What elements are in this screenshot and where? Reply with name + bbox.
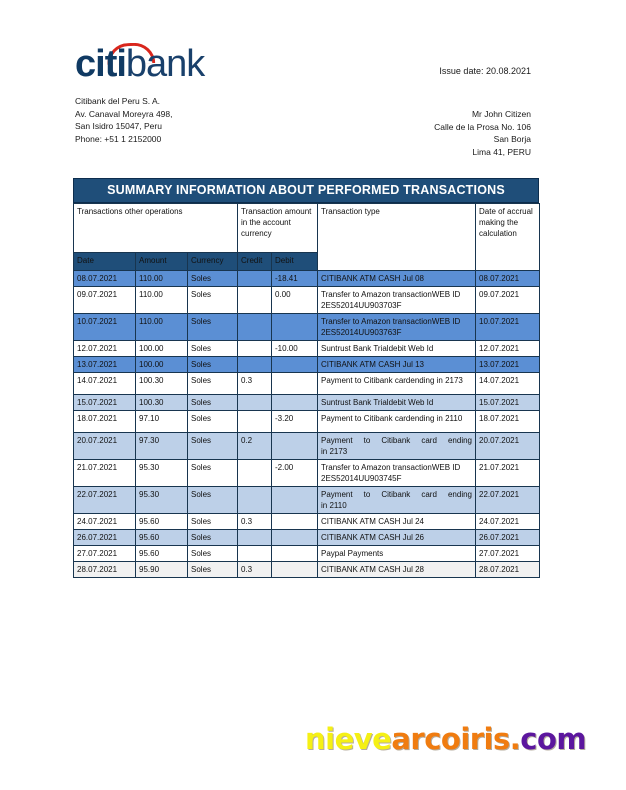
cell-transaction-type [318,373,476,395]
column-header-date: Date [74,253,136,271]
cell-credit [238,341,272,357]
cell-date: 22.07.2021 [74,487,136,514]
transaction-type-line-1: Transfer to Amazon transaction [321,317,432,326]
cell-credit [238,487,272,514]
cell-date: 10.07.2021 [74,314,136,341]
cell-credit: 0.2 [238,433,272,460]
cell-accrual: 22.07.2021 [476,487,540,514]
table-row [74,287,540,314]
table-row [74,562,540,578]
transactions-table-wrapper [73,178,539,578]
table-body [74,271,540,578]
cell-debit [272,395,318,411]
table-row [74,411,540,433]
cell-credit [238,314,272,341]
recipient-street: Calle de la Prosa No. 106 [434,121,531,132]
transaction-type-line-1: Suntrust Bank Trialdebit Web Id [321,344,434,353]
cell-amount: 97.10 [136,411,188,433]
transaction-type-line-1: Suntrust Bank Trialdebit Web Id [321,398,434,407]
cell-currency: Soles [188,487,238,514]
issue-date: Issue date: 20.08.2021 [439,66,531,76]
table-group-header-row [74,204,540,253]
table-row [74,487,540,514]
cell-credit [238,530,272,546]
cell-amount: 95.90 [136,562,188,578]
cell-accrual: 27.07.2021 [476,546,540,562]
cell-currency: Soles [188,357,238,373]
cell-amount: 100.30 [136,373,188,395]
cell-date: 21.07.2021 [74,460,136,487]
cell-debit: -18.41 [272,271,318,287]
cell-amount: 95.30 [136,487,188,514]
table-row [74,460,540,487]
cell-currency: Soles [188,546,238,562]
cell-transaction-type [318,395,476,411]
transaction-type-line-1: Payment to Citibank card ending [321,436,472,445]
cell-amount: 95.60 [136,530,188,546]
cell-currency: Soles [188,373,238,395]
watermark-part-1: nieve [305,722,392,756]
cell-transaction-type [318,487,476,514]
cell-transaction-type [318,546,476,562]
cell-accrual: 13.07.2021 [476,357,540,373]
cell-amount: 95.60 [136,546,188,562]
cell-currency: Soles [188,433,238,460]
recipient-name: Mr John Citizen [471,109,531,119]
table-row [74,546,540,562]
site-watermark [305,722,586,756]
transaction-type-line-1: Transfer to Amazon transaction [321,290,432,299]
cell-debit [272,357,318,373]
citibank-logo [75,44,250,84]
cell-accrual: 08.07.2021 [476,271,540,287]
cell-debit [272,514,318,530]
table-row [74,530,540,546]
watermark-part-3: com [520,722,587,756]
group-header-transaction-type: Transaction type [318,204,476,271]
cell-transaction-type [318,341,476,357]
cell-amount: 100.00 [136,357,188,373]
table-title: SUMMARY INFORMATION ABOUT PERFORMED TRANSACTIONS [73,178,539,203]
table-row [74,514,540,530]
cell-credit [238,287,272,314]
cell-date: 27.07.2021 [74,546,136,562]
cell-date: 12.07.2021 [74,341,136,357]
cell-debit: 0.00 [272,287,318,314]
cell-debit [272,562,318,578]
cell-currency: Soles [188,395,238,411]
column-header-credit: Credit [238,253,272,271]
cell-date: 15.07.2021 [74,395,136,411]
cell-currency: Soles [188,411,238,433]
transaction-type-line-2: WEB ID 2ES52014UU903703F [321,290,461,310]
group-header-transactions: Transactions other operations [74,204,238,253]
transaction-type-line-2: WEB ID 2ES52014UU903763F [321,317,461,337]
bank-phone-line: Phone: +51 1 2152000 [75,133,162,144]
cell-debit [272,314,318,341]
logo-citi-text: citi [75,43,126,85]
cell-accrual: 18.07.2021 [476,411,540,433]
cell-currency: Soles [188,460,238,487]
cell-debit [272,373,318,395]
cell-debit: -3.20 [272,411,318,433]
cell-date: 08.07.2021 [74,271,136,287]
table-row [74,433,540,460]
transaction-type-line-2: in 2110 [321,501,347,510]
cell-transaction-type [318,530,476,546]
bank-address-line-3: San Isidro 15047, Peru [75,121,162,131]
column-header-currency: Currency [188,253,238,271]
table-row [74,314,540,341]
cell-transaction-type [318,514,476,530]
cell-amount: 95.60 [136,514,188,530]
transaction-type-line-1: CITIBANK ATM CASH Jul 13 [321,360,424,369]
transaction-type-line-2: ending in 2110 [410,414,463,423]
transaction-type-line-1: Paypal Payments [321,549,384,558]
cell-credit [238,460,272,487]
cell-date: 28.07.2021 [74,562,136,578]
cell-date: 20.07.2021 [74,433,136,460]
cell-amount: 110.00 [136,287,188,314]
cell-credit [238,546,272,562]
cell-date: 26.07.2021 [74,530,136,546]
transactions-table [73,203,540,578]
transaction-type-line-1: CITIBANK ATM CASH Jul 26 [321,533,424,542]
transaction-type-line-1: Payment to Citibank card [321,414,411,423]
cell-debit [272,433,318,460]
cell-transaction-type [318,460,476,487]
table-row [74,271,540,287]
table-header [74,204,540,271]
cell-date: 14.07.2021 [74,373,136,395]
cell-debit: -10.00 [272,341,318,357]
transaction-type-line-1: Payment to Citibank card [321,376,411,385]
recipient-district: San Borja [493,134,531,144]
cell-credit: 0.3 [238,562,272,578]
recipient-address-block [434,108,531,158]
cell-accrual: 26.07.2021 [476,530,540,546]
cell-date: 13.07.2021 [74,357,136,373]
cell-accrual: 28.07.2021 [476,562,540,578]
transaction-type-line-1: CITIBANK ATM CASH Jul 08 [321,274,424,283]
cell-debit [272,487,318,514]
cell-currency: Soles [188,271,238,287]
document-header [0,0,626,170]
cell-accrual: 14.07.2021 [476,373,540,395]
table-row [74,395,540,411]
transaction-type-line-2: ending in 2173 [410,376,463,385]
cell-date: 24.07.2021 [74,514,136,530]
cell-transaction-type [318,271,476,287]
cell-credit: 0.3 [238,373,272,395]
logo-bank-text: bank [125,43,205,85]
cell-date: 18.07.2021 [74,411,136,433]
cell-transaction-type [318,314,476,341]
cell-amount: 110.00 [136,314,188,341]
cell-debit [272,546,318,562]
cell-currency: Soles [188,341,238,357]
cell-credit [238,357,272,373]
transaction-type-line-1: CITIBANK ATM CASH Jul 24 [321,517,424,526]
cell-accrual: 20.07.2021 [476,433,540,460]
bank-address-line-1: Citibank del Peru S. A. [75,96,161,106]
cell-date: 09.07.2021 [74,287,136,314]
cell-accrual: 09.07.2021 [476,287,540,314]
cell-accrual: 10.07.2021 [476,314,540,341]
cell-transaction-type [318,433,476,460]
cell-transaction-type [318,357,476,373]
cell-currency: Soles [188,314,238,341]
column-header-amount: Amount [136,253,188,271]
transaction-type-line-2: in 2173 [321,447,348,456]
cell-credit [238,271,272,287]
cell-amount: 95.30 [136,460,188,487]
cell-amount: 97.30 [136,433,188,460]
cell-debit [272,530,318,546]
cell-debit: -2.00 [272,460,318,487]
cell-accrual: 12.07.2021 [476,341,540,357]
group-header-date-accrual: Date of accrual making the calculation [476,204,540,271]
table-row [74,357,540,373]
cell-accrual: 24.07.2021 [476,514,540,530]
transaction-type-line-1: CITIBANK ATM CASH Jul 28 [321,565,424,574]
recipient-city-country: Lima 41, PERU [472,146,531,157]
cell-currency: Soles [188,562,238,578]
table-row [74,341,540,357]
watermark-part-2: arcoiris. [391,722,521,756]
cell-transaction-type [318,411,476,433]
cell-amount: 110.00 [136,271,188,287]
cell-amount: 100.00 [136,341,188,357]
group-header-amount-currency: Transaction amount in the account currency [238,204,318,253]
table-row [74,373,540,395]
cell-transaction-type [318,287,476,314]
bank-address-line-2: Av. Canaval Moreyra 498, [75,108,173,119]
cell-credit: 0.3 [238,514,272,530]
cell-currency: Soles [188,514,238,530]
bank-address-block [75,95,172,145]
transaction-type-line-1: Payment to Citibank card ending [321,490,472,499]
cell-currency: Soles [188,530,238,546]
cell-currency: Soles [188,287,238,314]
transaction-type-line-1: Transfer to Amazon transaction [321,463,432,472]
cell-accrual: 15.07.2021 [476,395,540,411]
cell-credit [238,395,272,411]
cell-amount: 100.30 [136,395,188,411]
cell-credit [238,411,272,433]
cell-accrual: 21.07.2021 [476,460,540,487]
transaction-type-line-2: WEB ID 2ES52014UU903745F [321,463,461,483]
cell-transaction-type [318,562,476,578]
column-header-debit: Debit [272,253,318,271]
